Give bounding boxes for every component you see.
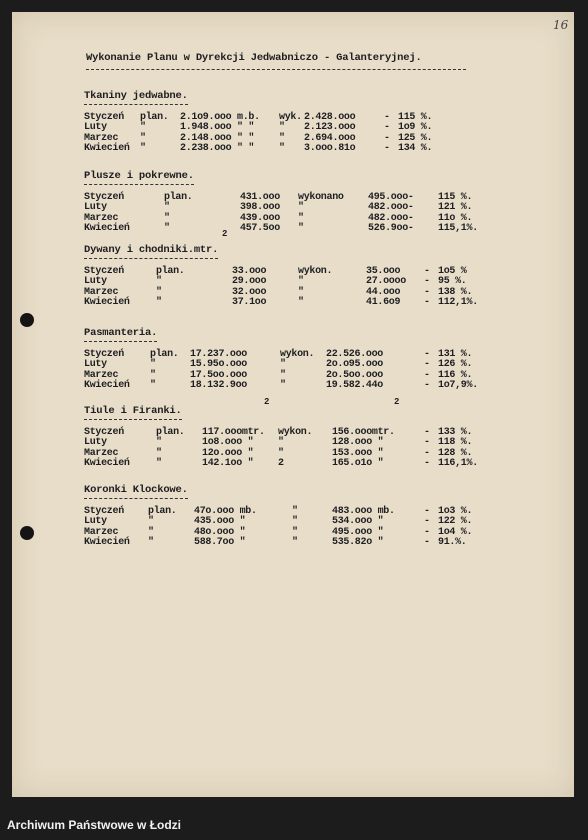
plan-label-cell: plan.	[156, 266, 185, 277]
month-cell: Luty	[84, 516, 107, 528]
plan-value-cell: 2.148.ooo " "	[180, 132, 255, 144]
plan-label-cell: plan.	[150, 349, 179, 360]
report-section	[84, 479, 524, 548]
done-label-cell: "	[292, 526, 298, 538]
table-row	[84, 458, 524, 468]
done-label-cell: wyk.	[279, 112, 302, 123]
section-heading: Tkaniny jedwabne.	[84, 90, 188, 105]
done-label-cell: "	[292, 537, 298, 549]
done-value-cell: 3.ooo.81o	[304, 143, 356, 155]
month-cell: Luty	[84, 437, 107, 449]
done-value-cell: 2.123.ooo	[304, 122, 356, 134]
plan-value-cell: 2.238.ooo " "	[180, 143, 255, 155]
table-row	[84, 437, 524, 447]
percent-cell: 125 %.	[398, 132, 433, 144]
plan-value-cell: 47o.ooo mb.	[194, 506, 257, 517]
plan-value-cell: 48o.ooo "	[194, 526, 246, 538]
dash-cell: -	[384, 122, 390, 134]
plan-value-cell: 33.ooo	[232, 266, 267, 277]
done-value-cell: 41.6o9	[366, 297, 401, 309]
month-cell: Styczeń	[84, 427, 124, 438]
table-row	[84, 266, 524, 276]
plan-label-cell: "	[140, 122, 146, 134]
table-row	[84, 112, 524, 122]
superscript-mark: 2	[222, 229, 228, 239]
dash-cell: -	[424, 437, 430, 449]
done-value-cell: 535.82o "	[332, 537, 384, 549]
done-label-cell: "	[279, 143, 285, 155]
percent-cell: 115 %.	[398, 112, 433, 123]
done-label-cell: "	[280, 380, 286, 392]
table-row	[84, 143, 524, 153]
percent-cell: 138 %.	[438, 286, 473, 298]
section-heading: Dywany i chodniki.mtr.	[84, 244, 218, 259]
percent-cell: 1o4 %.	[438, 526, 473, 538]
percent-cell: 1o5 %	[438, 266, 467, 277]
percent-cell: 115,1%.	[438, 223, 478, 235]
superscript-mark: 2	[394, 397, 400, 407]
done-value-cell: 482.ooo-	[368, 212, 414, 224]
table-row	[84, 448, 524, 458]
done-value-cell: 482.ooo-	[368, 202, 414, 214]
dash-cell: -	[424, 447, 430, 459]
month-cell: Styczeń	[84, 349, 124, 360]
data-rows	[84, 192, 524, 234]
plan-label-cell: "	[156, 447, 162, 459]
section-heading: Pasmanteria.	[84, 327, 157, 342]
plan-value-cell: 435.ooo "	[194, 516, 246, 528]
plan-value-cell: 117.ooomtr.	[202, 427, 265, 438]
plan-label-cell: "	[140, 132, 146, 144]
month-cell: Styczeń	[84, 192, 124, 203]
done-label-cell: "	[298, 297, 304, 309]
punch-hole	[20, 526, 34, 540]
plan-label-cell: plan.	[156, 427, 185, 438]
dash-cell: -	[424, 286, 430, 298]
done-label-cell: "	[280, 359, 286, 371]
plan-value-cell: 12o.ooo "	[202, 447, 254, 459]
table-row	[84, 359, 524, 369]
document-title: Wykonanie Planu w Dyrekcji Jedwabniczo - Galanteryjnej.	[86, 52, 422, 64]
report-section	[84, 165, 524, 234]
done-value-cell: 2o.5oo.ooo	[326, 369, 384, 381]
done-value-cell: 526.9oo-	[368, 223, 414, 235]
table-row	[84, 287, 524, 297]
plan-value-cell: 32.ooo	[232, 286, 267, 298]
dash-cell: -	[424, 297, 430, 309]
plan-value-cell: 431.ooo	[240, 192, 280, 203]
dash-cell: -	[424, 369, 430, 381]
percent-cell: 133 %.	[438, 427, 473, 438]
done-value-cell: 156.ooomtr.	[332, 427, 395, 438]
data-rows	[84, 506, 524, 548]
page-number: 16	[553, 18, 569, 32]
done-label-cell: 2	[278, 458, 284, 470]
month-cell: Luty	[84, 202, 107, 214]
table-row	[84, 297, 524, 307]
plan-value-cell: 17.237.ooo	[190, 349, 248, 360]
percent-cell: 1o9 %.	[398, 122, 433, 134]
plan-value-cell: 17.5oo.ooo	[190, 369, 248, 381]
dash-cell: -	[384, 132, 390, 144]
table-row	[84, 506, 524, 516]
plan-value-cell: 1o8.ooo "	[202, 437, 254, 449]
plan-value-cell: 439.ooo	[240, 212, 280, 224]
month-cell: Marzec	[84, 286, 119, 298]
data-rows	[84, 349, 524, 391]
plan-value-cell: 457.5oo	[240, 223, 280, 235]
plan-value-cell: 2.1o9.ooo m.b.	[180, 112, 260, 123]
section-heading: Koronki Klockowe.	[84, 484, 188, 499]
plan-label-cell: "	[150, 369, 156, 381]
done-label-cell: "	[292, 506, 298, 517]
table-row	[84, 427, 524, 437]
month-cell: Luty	[84, 276, 107, 288]
report-section	[84, 85, 524, 154]
table-row	[84, 527, 524, 537]
month-cell: Kwiecień	[84, 297, 130, 309]
done-value-cell: 22.526.ooo	[326, 349, 384, 360]
table-row	[84, 122, 524, 132]
report-section	[84, 322, 524, 391]
done-value-cell: 35.ooo	[366, 266, 401, 277]
percent-cell: 122 %.	[438, 516, 473, 528]
dash-cell: -	[424, 458, 430, 470]
plan-value-cell: 1.948.ooo " "	[180, 122, 255, 134]
done-value-cell: 534.ooo "	[332, 516, 384, 528]
section-heading: Tiule i Firanki.	[84, 405, 182, 420]
month-cell: Luty	[84, 359, 107, 371]
done-value-cell: 2.694.ooo	[304, 132, 356, 144]
done-value-cell: 2o.o95.ooo	[326, 359, 384, 371]
month-cell: Marzec	[84, 369, 119, 381]
plan-label-cell: "	[140, 143, 146, 155]
dash-cell: -	[424, 349, 430, 360]
dash-cell: -	[424, 516, 430, 528]
section-heading: Plusze i pokrewne.	[84, 170, 194, 185]
table-row	[84, 223, 524, 233]
done-value-cell: 44.ooo	[366, 286, 401, 298]
data-rows	[84, 427, 524, 469]
month-cell: Luty	[84, 122, 107, 134]
dash-cell: -	[424, 380, 430, 392]
percent-cell: 95 %.	[438, 276, 467, 288]
table-row	[84, 202, 524, 212]
done-label-cell: "	[278, 447, 284, 459]
month-cell: Styczeń	[84, 112, 124, 123]
month-cell: Kwiecień	[84, 537, 130, 549]
done-label-cell: wykon.	[298, 266, 333, 277]
month-cell: Kwiecień	[84, 223, 130, 235]
done-value-cell: 495.ooo-	[368, 192, 414, 203]
done-label-cell: wykonano	[298, 192, 344, 203]
plan-label-cell: "	[150, 359, 156, 371]
data-rows	[84, 266, 524, 308]
done-label-cell: "	[298, 276, 304, 288]
table-row	[84, 192, 524, 202]
percent-cell: 1o3 %.	[438, 506, 473, 517]
table-row	[84, 370, 524, 380]
plan-label-cell: "	[156, 297, 162, 309]
plan-label-cell: "	[164, 202, 170, 214]
done-value-cell: 165.o1o "	[332, 458, 384, 470]
dash-cell: -	[424, 266, 430, 277]
done-value-cell: 128.ooo "	[332, 437, 384, 449]
plan-label-cell: "	[164, 223, 170, 235]
dash-cell: -	[384, 112, 390, 123]
percent-cell: 116 %.	[438, 369, 473, 381]
done-value-cell: 483.ooo mb.	[332, 506, 395, 517]
percent-cell: 116,1%.	[438, 458, 478, 470]
plan-label-cell: "	[156, 286, 162, 298]
percent-cell: 91.%.	[438, 537, 467, 549]
percent-cell: 112,1%.	[438, 297, 478, 309]
month-cell: Marzec	[84, 212, 119, 224]
report-section	[84, 397, 524, 470]
plan-label-cell: "	[156, 276, 162, 288]
done-label-cell: "	[298, 286, 304, 298]
done-label-cell: "	[279, 132, 285, 144]
plan-label-cell: "	[148, 537, 154, 549]
dash-cell: -	[424, 276, 430, 288]
plan-label-cell: plan.	[164, 192, 193, 203]
percent-cell: 11o %.	[438, 212, 473, 224]
plan-value-cell: 398.ooo	[240, 202, 280, 214]
done-value-cell: 2.428.ooo	[304, 112, 356, 123]
month-cell: Kwiecień	[84, 458, 130, 470]
percent-cell: 126 %.	[438, 359, 473, 371]
done-label-cell: "	[280, 369, 286, 381]
month-cell: Styczeń	[84, 266, 124, 277]
percent-cell: 134 %.	[398, 143, 433, 155]
dash-cell: -	[424, 427, 430, 438]
month-cell: Marzec	[84, 526, 119, 538]
month-cell: Kwiecień	[84, 143, 130, 155]
punch-hole	[20, 313, 34, 327]
month-cell: Styczeń	[84, 506, 124, 517]
plan-label-cell: "	[156, 437, 162, 449]
done-value-cell: 19.582.44o	[326, 380, 384, 392]
dash-cell: -	[424, 537, 430, 549]
plan-label-cell: "	[156, 458, 162, 470]
plan-value-cell: 18.132.9oo	[190, 380, 248, 392]
title-underline	[86, 69, 466, 70]
dash-cell: -	[384, 143, 390, 155]
month-cell: Marzec	[84, 447, 119, 459]
done-value-cell: 495.ooo "	[332, 526, 384, 538]
superscript-mark: 2	[264, 397, 270, 407]
done-value-cell: 153.ooo "	[332, 447, 384, 459]
table-row	[84, 380, 524, 390]
percent-cell: 1o7,9%.	[438, 380, 478, 392]
table-row	[84, 213, 524, 223]
done-label-cell: "	[279, 122, 285, 134]
dash-cell: -	[424, 526, 430, 538]
month-cell: Kwiecień	[84, 380, 130, 392]
footer-bar	[0, 806, 588, 840]
dash-cell: -	[424, 506, 430, 517]
percent-cell: 115 %.	[438, 192, 473, 203]
plan-label-cell: "	[148, 516, 154, 528]
percent-cell: 131 %.	[438, 349, 473, 360]
table-row	[84, 537, 524, 547]
month-cell: Marzec	[84, 132, 119, 144]
data-rows	[84, 112, 524, 154]
plan-value-cell: 588.7oo "	[194, 537, 246, 549]
done-label-cell: wykon.	[278, 427, 313, 438]
plan-label-cell: plan.	[148, 506, 177, 517]
done-label-cell: "	[298, 223, 304, 235]
table-row	[84, 133, 524, 143]
done-label-cell: "	[298, 212, 304, 224]
plan-value-cell: 15.95o.ooo	[190, 359, 248, 371]
plan-value-cell: 29.ooo	[232, 276, 267, 288]
table-row	[84, 349, 524, 359]
done-label-cell: wykon.	[280, 349, 315, 360]
percent-cell: 128 %.	[438, 447, 473, 459]
dash-cell: -	[424, 359, 430, 371]
percent-cell: 118 %.	[438, 437, 473, 449]
done-label-cell: "	[292, 516, 298, 528]
plan-label-cell: "	[150, 380, 156, 392]
plan-label-cell: "	[164, 212, 170, 224]
archive-name: Archiwum Państwowe w Łodzi	[7, 818, 182, 832]
done-value-cell: 27.oooo	[366, 276, 406, 288]
table-row	[84, 276, 524, 286]
done-label-cell: "	[298, 202, 304, 214]
table-row	[84, 516, 524, 526]
percent-cell: 121 %.	[438, 202, 473, 214]
plan-value-cell: 37.1oo	[232, 297, 267, 309]
plan-label-cell: plan.	[140, 112, 169, 123]
plan-label-cell: "	[148, 526, 154, 538]
plan-value-cell: 142.1oo "	[202, 458, 254, 470]
done-label-cell: "	[278, 437, 284, 449]
